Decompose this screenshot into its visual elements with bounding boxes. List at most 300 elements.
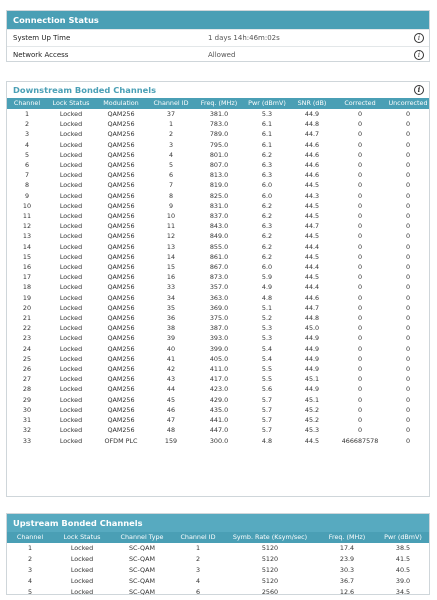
table-cell: QAM256 bbox=[107, 252, 135, 261]
table-cell: 29 bbox=[22, 395, 32, 404]
downstream-body bbox=[7, 109, 429, 446]
table-cell: 44.9 bbox=[304, 385, 320, 394]
table-cell: 6.1 bbox=[261, 120, 273, 129]
table-cell: 30 bbox=[22, 405, 32, 414]
table-cell: Locked bbox=[59, 150, 83, 159]
table-cell: 369.0 bbox=[209, 303, 229, 312]
column-header: Channel ID bbox=[147, 98, 195, 109]
table-cell: 0 bbox=[405, 263, 411, 272]
table-cell: 0 bbox=[405, 252, 411, 261]
downstream-table bbox=[7, 98, 429, 446]
table-cell: 0 bbox=[405, 120, 411, 129]
table-cell: 44.5 bbox=[304, 232, 320, 241]
table-cell: QAM256 bbox=[107, 212, 135, 221]
table-cell: 0 bbox=[357, 344, 363, 353]
table-cell: QAM256 bbox=[107, 273, 135, 282]
table-row bbox=[7, 405, 429, 415]
table-cell: 36 bbox=[166, 314, 176, 323]
table-cell: Locked bbox=[59, 171, 83, 180]
table-cell: 0 bbox=[405, 212, 411, 221]
table-cell: 0 bbox=[357, 283, 363, 292]
table-cell: 2 bbox=[24, 120, 30, 129]
table-cell: 0 bbox=[405, 130, 411, 139]
table-cell: 393.0 bbox=[209, 334, 229, 343]
table-cell: 3 bbox=[27, 566, 33, 574]
table-cell: 783.0 bbox=[209, 120, 229, 129]
table-cell: 37 bbox=[166, 110, 176, 118]
table-cell: 20 bbox=[22, 303, 32, 312]
table-cell: 867.0 bbox=[209, 263, 229, 272]
table-cell: 44.9 bbox=[304, 354, 320, 363]
network-access-row bbox=[7, 46, 429, 63]
table-cell: 9 bbox=[168, 201, 174, 210]
table-cell: Locked bbox=[59, 395, 83, 404]
table-cell: 44.7 bbox=[304, 130, 320, 139]
table-cell: 0 bbox=[405, 314, 411, 323]
table-cell: 6.0 bbox=[261, 181, 273, 190]
table-cell: QAM256 bbox=[107, 385, 135, 394]
system-up-time-label: System Up Time bbox=[13, 34, 71, 42]
table-cell: 25 bbox=[22, 354, 32, 363]
table-cell: 5.7 bbox=[261, 405, 273, 414]
table-cell: Locked bbox=[59, 212, 83, 221]
table-cell: 3 bbox=[195, 566, 201, 574]
table-cell: Locked bbox=[59, 140, 83, 149]
table-cell: 34.5 bbox=[395, 588, 411, 596]
table-cell: 5 bbox=[168, 161, 174, 170]
table-row bbox=[7, 364, 429, 374]
table-cell: SC-QAM bbox=[129, 566, 155, 574]
table-cell: Locked bbox=[70, 555, 94, 563]
table-cell: 6.2 bbox=[261, 201, 273, 210]
table-cell: SC-QAM bbox=[129, 577, 155, 585]
table-cell: QAM256 bbox=[107, 201, 135, 210]
table-cell: 27 bbox=[22, 375, 32, 384]
table-cell: 24 bbox=[22, 344, 32, 353]
table-cell: 17 bbox=[22, 273, 32, 282]
table-cell: 45.2 bbox=[304, 416, 320, 425]
info-icon[interactable]: i bbox=[414, 50, 424, 60]
table-cell: 30.3 bbox=[339, 566, 355, 574]
upstream-title: Upstream Bonded Channels bbox=[7, 514, 429, 532]
table-cell: 0 bbox=[357, 212, 363, 221]
table-cell: 363.0 bbox=[209, 293, 229, 302]
table-cell: 44.5 bbox=[304, 436, 320, 445]
table-cell: QAM256 bbox=[107, 263, 135, 272]
table-row bbox=[7, 191, 429, 201]
table-cell: 0 bbox=[405, 344, 411, 353]
column-header: Pwr (dBmV) bbox=[243, 98, 291, 109]
system-up-time-value: 1 days 14h:46m:02s bbox=[208, 34, 280, 42]
table-cell: 44.9 bbox=[304, 110, 320, 118]
upstream-header-row bbox=[7, 532, 429, 543]
table-cell: 5.5 bbox=[261, 375, 273, 384]
table-cell: 6 bbox=[168, 171, 174, 180]
table-cell: 0 bbox=[405, 293, 411, 302]
table-cell: 44.3 bbox=[304, 191, 320, 200]
table-row bbox=[7, 354, 429, 364]
column-header: Pwr (dBmV) bbox=[377, 532, 429, 543]
table-cell: 5.3 bbox=[261, 324, 273, 333]
table-cell: 5.2 bbox=[261, 314, 273, 323]
table-cell: 44.9 bbox=[304, 365, 320, 374]
table-cell: 8 bbox=[168, 191, 174, 200]
table-cell: 4 bbox=[24, 140, 30, 149]
table-cell: 5.9 bbox=[261, 273, 273, 282]
table-cell: 375.0 bbox=[209, 314, 229, 323]
table-cell: Locked bbox=[59, 436, 83, 445]
table-cell: 6.3 bbox=[261, 161, 273, 170]
table-cell: 447.0 bbox=[209, 426, 229, 435]
table-cell: 0 bbox=[405, 171, 411, 180]
table-cell: QAM256 bbox=[107, 344, 135, 353]
table-cell: 44.5 bbox=[304, 252, 320, 261]
table-cell: 4.9 bbox=[261, 283, 273, 292]
table-cell: 0 bbox=[357, 120, 363, 129]
table-cell: 44.4 bbox=[304, 283, 320, 292]
table-cell: 45.1 bbox=[304, 375, 320, 384]
table-cell: 39.0 bbox=[395, 577, 411, 585]
info-icon[interactable]: i bbox=[414, 33, 424, 43]
table-cell: 45.2 bbox=[304, 405, 320, 414]
table-cell: 0 bbox=[357, 405, 363, 414]
table-cell: QAM256 bbox=[107, 120, 135, 129]
table-cell: 357.0 bbox=[209, 283, 229, 292]
table-cell: 0 bbox=[405, 436, 411, 445]
table-cell: 22 bbox=[22, 324, 32, 333]
table-cell: Locked bbox=[70, 566, 94, 574]
table-cell: Locked bbox=[70, 577, 94, 585]
table-cell: 2 bbox=[168, 130, 174, 139]
table-cell: QAM256 bbox=[107, 375, 135, 384]
table-cell: Locked bbox=[59, 222, 83, 231]
table-cell: 5.4 bbox=[261, 354, 273, 363]
table-cell: QAM256 bbox=[107, 242, 135, 251]
table-cell: 0 bbox=[357, 324, 363, 333]
table-cell: SC-QAM bbox=[129, 555, 155, 563]
table-cell: 44.8 bbox=[304, 314, 320, 323]
table-row bbox=[7, 180, 429, 190]
table-cell: 4 bbox=[168, 150, 174, 159]
table-cell: 23 bbox=[22, 334, 32, 343]
table-cell: 41.5 bbox=[395, 555, 411, 563]
table-cell: 5120 bbox=[261, 544, 279, 552]
table-cell: 381.0 bbox=[209, 110, 229, 118]
table-row bbox=[7, 554, 429, 565]
table-cell: QAM256 bbox=[107, 416, 135, 425]
table-cell: 0 bbox=[405, 140, 411, 149]
table-cell: 5.4 bbox=[261, 344, 273, 353]
table-cell: 14 bbox=[166, 252, 176, 261]
table-cell: Locked bbox=[59, 232, 83, 241]
table-cell: 6 bbox=[195, 588, 201, 596]
table-cell: 849.0 bbox=[209, 232, 229, 241]
table-cell: 36.7 bbox=[339, 577, 355, 585]
column-header: Channel Type bbox=[111, 532, 173, 543]
table-cell: 466687578 bbox=[341, 436, 379, 445]
table-cell: 435.0 bbox=[209, 405, 229, 414]
table-cell: QAM256 bbox=[107, 354, 135, 363]
table-cell: 831.0 bbox=[209, 201, 229, 210]
table-cell: QAM256 bbox=[107, 222, 135, 231]
table-cell: 38 bbox=[166, 324, 176, 333]
table-cell: 0 bbox=[405, 385, 411, 394]
table-cell: Locked bbox=[59, 365, 83, 374]
table-cell: 44.6 bbox=[304, 293, 320, 302]
table-cell: 300.0 bbox=[209, 436, 229, 445]
table-cell: 5120 bbox=[261, 555, 279, 563]
table-row bbox=[7, 303, 429, 313]
table-row bbox=[7, 282, 429, 292]
table-cell: 4 bbox=[27, 577, 33, 585]
table-cell: Locked bbox=[59, 303, 83, 312]
table-cell: 26 bbox=[22, 365, 32, 374]
table-cell: 0 bbox=[357, 161, 363, 170]
table-cell: Locked bbox=[59, 242, 83, 251]
table-cell: 0 bbox=[405, 354, 411, 363]
table-cell: 44.5 bbox=[304, 273, 320, 282]
table-cell: Locked bbox=[59, 314, 83, 323]
table-cell: 10 bbox=[22, 201, 32, 210]
table-cell: 44.4 bbox=[304, 263, 320, 272]
table-cell: 19 bbox=[22, 293, 32, 302]
table-row bbox=[7, 415, 429, 425]
table-cell: QAM256 bbox=[107, 426, 135, 435]
table-cell: 14 bbox=[22, 242, 32, 251]
table-cell: 6.1 bbox=[261, 140, 273, 149]
table-cell: 0 bbox=[357, 171, 363, 180]
table-cell: 819.0 bbox=[209, 181, 229, 190]
table-cell: QAM256 bbox=[107, 181, 135, 190]
table-cell: 1 bbox=[27, 544, 33, 552]
table-cell: Locked bbox=[59, 416, 83, 425]
table-cell: 21 bbox=[22, 314, 32, 323]
table-row bbox=[7, 344, 429, 354]
table-cell: 11 bbox=[166, 222, 176, 231]
table-cell: 33 bbox=[22, 436, 32, 445]
table-cell: 0 bbox=[357, 201, 363, 210]
table-cell: Locked bbox=[59, 161, 83, 170]
table-cell: QAM256 bbox=[107, 365, 135, 374]
table-cell: 0 bbox=[357, 130, 363, 139]
table-cell: Locked bbox=[59, 426, 83, 435]
table-cell: 4 bbox=[195, 577, 201, 585]
table-cell: SC-QAM bbox=[129, 588, 155, 596]
table-cell: 42 bbox=[166, 365, 176, 374]
downstream-title bbox=[7, 82, 429, 98]
table-cell: 6.3 bbox=[261, 171, 273, 180]
table-cell: 6 bbox=[24, 161, 30, 170]
table-cell: 4.8 bbox=[261, 436, 273, 445]
table-cell: 15 bbox=[22, 252, 32, 261]
table-cell: 5120 bbox=[261, 566, 279, 574]
table-cell: 843.0 bbox=[209, 222, 229, 231]
table-cell: 11 bbox=[22, 212, 32, 221]
table-cell: 7 bbox=[168, 181, 174, 190]
table-cell: 0 bbox=[357, 222, 363, 231]
table-cell: Locked bbox=[59, 110, 83, 118]
table-cell: Locked bbox=[59, 354, 83, 363]
table-cell: 0 bbox=[405, 334, 411, 343]
table-cell: 4.8 bbox=[261, 293, 273, 302]
table-row bbox=[7, 140, 429, 150]
table-cell: QAM256 bbox=[107, 140, 135, 149]
table-row bbox=[7, 587, 429, 598]
table-cell: 17.4 bbox=[339, 544, 355, 552]
table-cell: Locked bbox=[59, 293, 83, 302]
table-row bbox=[7, 576, 429, 587]
connection-status-panel bbox=[6, 10, 430, 62]
table-cell: QAM256 bbox=[107, 303, 135, 312]
table-cell: 7 bbox=[24, 171, 30, 180]
table-cell: 12 bbox=[166, 232, 176, 241]
table-cell: 825.0 bbox=[209, 191, 229, 200]
table-cell: 387.0 bbox=[209, 324, 229, 333]
table-cell: 0 bbox=[357, 150, 363, 159]
table-cell: 873.0 bbox=[209, 273, 229, 282]
table-cell: Locked bbox=[59, 324, 83, 333]
table-cell: 411.0 bbox=[209, 365, 229, 374]
table-cell: 861.0 bbox=[209, 252, 229, 261]
table-cell: 855.0 bbox=[209, 242, 229, 251]
table-cell: SC-QAM bbox=[129, 544, 155, 552]
table-cell: 8 bbox=[24, 181, 30, 190]
table-cell: 789.0 bbox=[209, 130, 229, 139]
table-cell: 6.2 bbox=[261, 150, 273, 159]
table-cell: Locked bbox=[59, 375, 83, 384]
table-cell: 44.9 bbox=[304, 344, 320, 353]
table-cell: 0 bbox=[405, 395, 411, 404]
table-cell: 44.8 bbox=[304, 120, 320, 129]
table-cell: 6.2 bbox=[261, 212, 273, 221]
table-row bbox=[7, 272, 429, 282]
column-header: Freq. (MHz) bbox=[317, 532, 377, 543]
table-cell: 2560 bbox=[261, 588, 279, 596]
table-cell: 0 bbox=[405, 161, 411, 170]
table-cell: 6.3 bbox=[261, 222, 273, 231]
table-cell: 1 bbox=[168, 120, 174, 129]
table-cell: 5.3 bbox=[261, 334, 273, 343]
table-cell: 0 bbox=[405, 283, 411, 292]
table-cell: QAM256 bbox=[107, 110, 135, 118]
table-row bbox=[7, 211, 429, 221]
table-cell: 0 bbox=[357, 232, 363, 241]
table-cell: 417.0 bbox=[209, 375, 229, 384]
table-cell: 1 bbox=[195, 544, 201, 552]
table-cell: 2 bbox=[27, 555, 33, 563]
table-cell: 0 bbox=[405, 201, 411, 210]
table-cell: 47 bbox=[166, 416, 176, 425]
table-cell: 5.7 bbox=[261, 416, 273, 425]
table-cell: 0 bbox=[405, 232, 411, 241]
table-cell: 0 bbox=[357, 242, 363, 251]
table-cell: 43 bbox=[166, 375, 176, 384]
table-cell: QAM256 bbox=[107, 130, 135, 139]
table-cell: 0 bbox=[405, 110, 411, 118]
table-row bbox=[7, 543, 429, 554]
table-row bbox=[7, 252, 429, 262]
table-row bbox=[7, 436, 429, 446]
table-cell: 0 bbox=[405, 426, 411, 435]
table-cell: 0 bbox=[405, 405, 411, 414]
table-row bbox=[7, 160, 429, 170]
table-row bbox=[7, 293, 429, 303]
table-cell: 423.0 bbox=[209, 385, 229, 394]
table-cell: QAM256 bbox=[107, 161, 135, 170]
table-cell: 0 bbox=[357, 416, 363, 425]
table-cell: QAM256 bbox=[107, 191, 135, 200]
table-row bbox=[7, 129, 429, 139]
table-cell: 44.6 bbox=[304, 150, 320, 159]
column-header: SNR (dB) bbox=[291, 98, 333, 109]
table-cell: 2 bbox=[195, 555, 201, 563]
upstream-body bbox=[7, 543, 429, 598]
table-cell: 15 bbox=[166, 263, 176, 272]
table-cell: 0 bbox=[357, 354, 363, 363]
table-cell: 45 bbox=[166, 395, 176, 404]
table-cell: 6.1 bbox=[261, 130, 273, 139]
table-cell: Locked bbox=[59, 201, 83, 210]
table-cell: 0 bbox=[357, 140, 363, 149]
table-cell: 23.9 bbox=[339, 555, 355, 563]
table-cell: 813.0 bbox=[209, 171, 229, 180]
table-row bbox=[7, 323, 429, 333]
column-header: Lock Status bbox=[47, 98, 95, 109]
table-cell: 16 bbox=[22, 263, 32, 272]
table-cell: Locked bbox=[59, 385, 83, 394]
table-cell: QAM256 bbox=[107, 314, 135, 323]
table-cell: 40.5 bbox=[395, 566, 411, 574]
table-cell: 44.7 bbox=[304, 222, 320, 231]
table-cell: 13 bbox=[22, 232, 32, 241]
column-header: Freq. (MHz) bbox=[195, 98, 243, 109]
table-cell: Locked bbox=[59, 181, 83, 190]
column-header: Channel ID bbox=[173, 532, 223, 543]
table-cell: 40 bbox=[166, 344, 176, 353]
table-cell: 0 bbox=[357, 263, 363, 272]
table-row bbox=[7, 333, 429, 343]
table-cell: 31 bbox=[22, 416, 32, 425]
table-cell: 0 bbox=[405, 375, 411, 384]
table-cell: Locked bbox=[59, 191, 83, 200]
table-cell: 48 bbox=[166, 426, 176, 435]
table-cell: 6.2 bbox=[261, 252, 273, 261]
info-icon[interactable]: i bbox=[414, 85, 424, 95]
table-cell: 0 bbox=[405, 303, 411, 312]
table-cell: 0 bbox=[357, 426, 363, 435]
system-up-time-row bbox=[7, 29, 429, 46]
table-cell: 6.2 bbox=[261, 242, 273, 251]
table-cell: 18 bbox=[22, 283, 32, 292]
table-cell: 13 bbox=[166, 242, 176, 251]
table-cell: OFDM PLC bbox=[104, 436, 138, 445]
table-cell: 5120 bbox=[261, 577, 279, 585]
downstream-title-text: Downstream Bonded Channels bbox=[13, 85, 157, 95]
table-cell: 5.5 bbox=[261, 365, 273, 374]
table-cell: 44.5 bbox=[304, 201, 320, 210]
table-cell: 0 bbox=[357, 375, 363, 384]
table-cell: Locked bbox=[59, 283, 83, 292]
table-cell: 33 bbox=[166, 283, 176, 292]
column-header: Symb. Rate (Ksym/sec) bbox=[223, 532, 317, 543]
table-cell: 5.1 bbox=[261, 303, 273, 312]
table-cell: 44.6 bbox=[304, 140, 320, 149]
table-cell: 9 bbox=[24, 191, 30, 200]
table-cell: 3 bbox=[24, 130, 30, 139]
table-cell: 5 bbox=[24, 150, 30, 159]
table-cell: 38.5 bbox=[395, 544, 411, 552]
table-cell: 5.7 bbox=[261, 395, 273, 404]
